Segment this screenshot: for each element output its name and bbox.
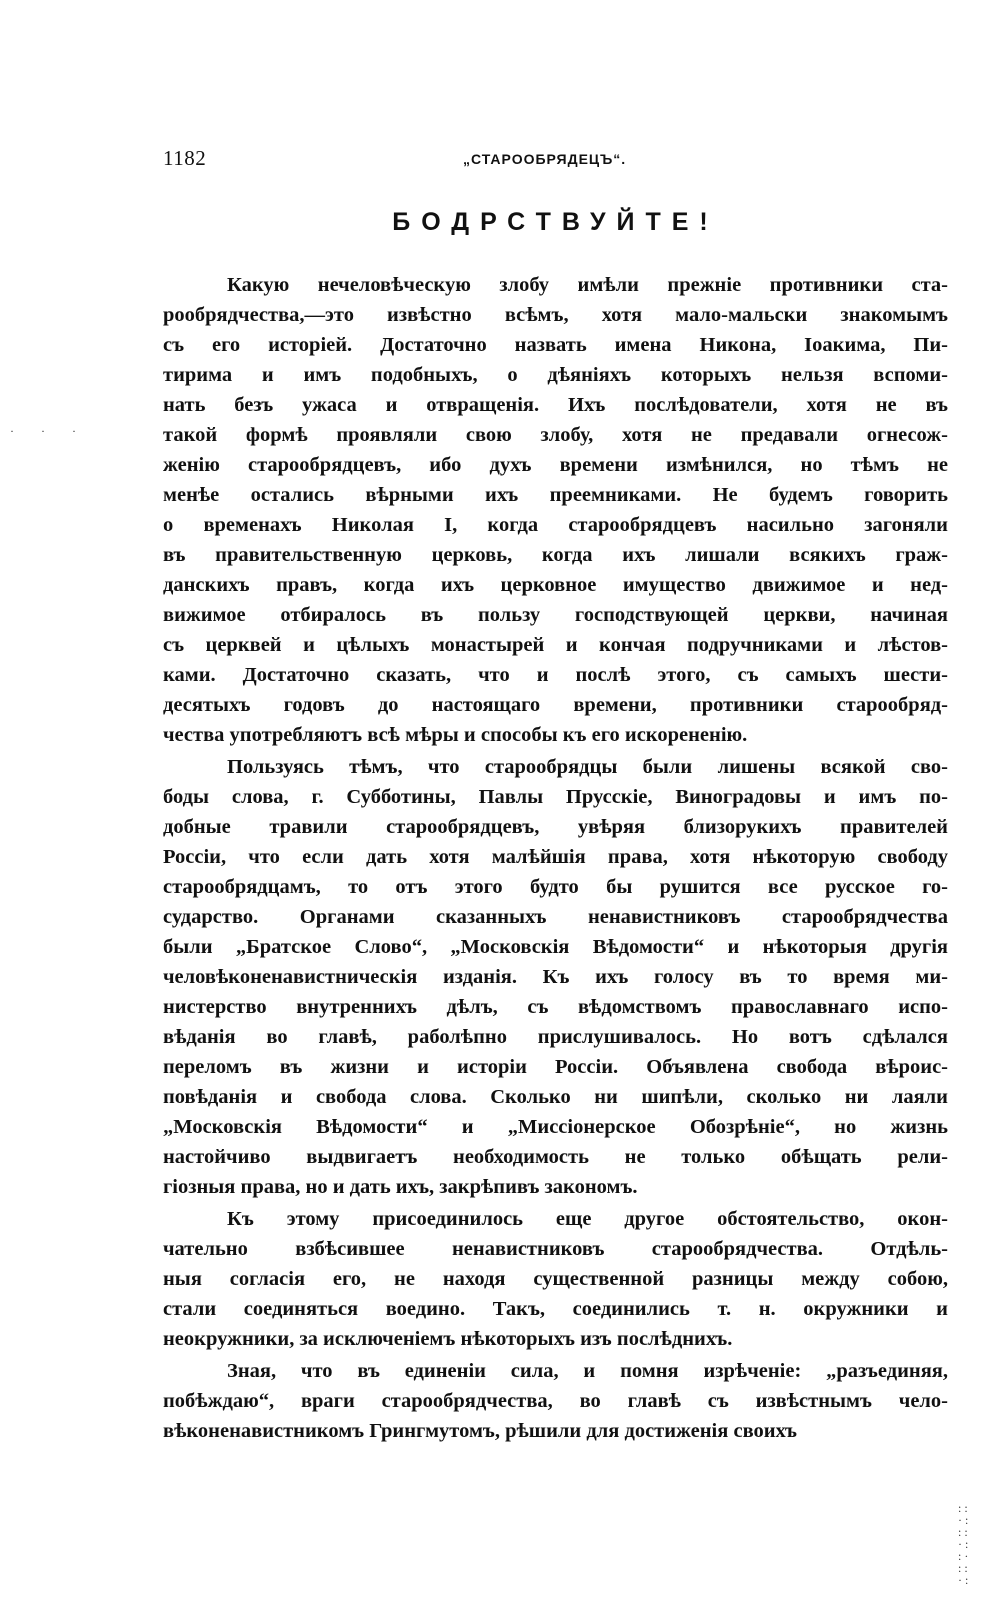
text-line: „Московскія Вѣдомости“ и „Миссіонерское Обозрѣніе“, но жизнь (163, 1116, 948, 1138)
text-line: Пользуясь тѣмъ, что старообрядцы были лишены всякой сво- (227, 756, 948, 778)
text-line: повѣданія и свобода слова. Сколько ни шипѣли, сколько ни лаяли (163, 1086, 948, 1108)
text-line: боды слова, г. Субботины, Павлы Прусскіе, Виноградовы и имъ по- (163, 786, 948, 808)
text-line: человѣконенавистническія изданія. Къ ихъ голосу въ то время ми- (163, 966, 948, 988)
paragraph (163, 270, 948, 750)
edge-specks: : : · : : : · : : · : : · : (958, 1501, 969, 1587)
paragraph (163, 752, 948, 1202)
text-line: нать безъ ужаса и отвращенія. Ихъ послѣдователи, хотя не въ (163, 394, 948, 416)
text-line: данскихъ правъ, когда ихъ церковное имущество движимое и нед- (163, 574, 948, 596)
running-header (163, 146, 948, 176)
text-line: женію старообрядцевъ, ибо духъ времени измѣнился, но тѣмъ не (163, 454, 948, 476)
text-line: ками. Достаточно сказать, что и послѣ этого, съ самыхъ шести- (163, 664, 948, 686)
text-line: чества употребляютъ всѣ мѣры и способы къ его искорененію. (163, 724, 748, 746)
article-title: БОДРСТВУЙТЕ! (392, 208, 719, 236)
text-line: вѣконенавистникомъ Грингмутомъ, рѣшили для достиженія своихъ (163, 1420, 797, 1442)
text-line: съ церквей и цѣлыхъ монастырей и кончая подручниками и лѣстов- (163, 634, 948, 656)
article-body (163, 270, 948, 1446)
text-line: вижимое отбиралось въ пользу господствующей церкви, начиная (163, 604, 948, 626)
text-line: ныя согласія его, не находя существенной разницы между собою, (163, 1268, 948, 1290)
text-line: съ его исторіей. Достаточно назвать имена Никона, Іоакима, Пи- (163, 334, 948, 356)
text-line: старообрядцамъ, то отъ этого будто бы рушится все русское го- (163, 876, 948, 898)
text-line: въ правительственную церковь, когда ихъ лишали всякихъ граж- (163, 544, 948, 566)
text-line: добные травили старообрядцевъ, увѣряя близорукихъ правителей (163, 816, 948, 838)
text-line: рообрядчества,—это извѣстно всѣмъ, хотя мало-мальски знакомымъ (163, 304, 948, 326)
text-line: нистерство внутреннихъ дѣлъ, съ вѣдомствомъ православнаго испо- (163, 996, 948, 1018)
journal-title: „СТАРООБРЯДЕЦЪ“. (463, 151, 627, 167)
paragraph (163, 1204, 948, 1354)
text-line: вѣданія во главѣ, раболѣпно прислушивалось. Но вотъ сдѣлался (163, 1026, 948, 1048)
text-line: были „Братское Слово“, „Московскія Вѣдомости“ и нѣкоторыя другія (163, 936, 948, 958)
text-line: стали соединяться воедино. Такъ, соединились т. н. окружники и (163, 1298, 948, 1320)
text-line: настойчиво выдвигаетъ необходимость не только обѣщать рели- (163, 1146, 948, 1168)
text-line: переломъ въ жизни и исторіи Россіи. Объявлена свобода вѣроис- (163, 1056, 948, 1078)
text-line: чательно взбѣсившее ненавистниковъ старообрядчества. Отдѣль- (163, 1238, 948, 1260)
text-line: десятыхъ годовъ до настоящаго времени, противники старообряд- (163, 694, 948, 716)
page-number: 1182 (163, 146, 207, 170)
text-line: Къ этому присоединилось еще другое обстоятельство, окон- (227, 1208, 948, 1230)
text-line: неокружники, за исключеніемъ нѣкоторыхъ изъ послѣднихъ. (163, 1328, 733, 1350)
text-line: Какую нечеловѣческую злобу имѣли прежніе противники ста- (227, 274, 948, 296)
text-line: сударство. Органами сказанныхъ ненавистниковъ старообрядчества (163, 906, 948, 928)
paragraph (163, 1356, 948, 1446)
text-line: такой формѣ проявляли свою злобу, хотя не предавали огнесож- (163, 424, 948, 446)
text-line: менѣе остались вѣрными ихъ преемниками. Не будемъ говорить (163, 484, 948, 506)
text-line: Россіи, что если дать хотя малѣйшія права, хотя нѣкоторую свободу (163, 846, 948, 868)
text-line: гіозныя права, но и дать ихъ, закрѣпивъ закономъ. (163, 1176, 638, 1198)
margin-specks: · · · (10, 424, 88, 438)
text-line: побѣждаю“, враги старообрядчества, во главѣ съ извѣстнымъ чело- (163, 1390, 948, 1412)
text-line: Зная, что въ единеніи сила, и помня изрѣченіе: „разъединяя, (227, 1360, 948, 1382)
text-line: тирима и имъ подобныхъ, о дѣяніяхъ которыхъ нельзя вспоми- (163, 364, 948, 386)
text-line: о временахъ Николая I, когда старообрядцевъ насильно загоняли (163, 514, 948, 536)
